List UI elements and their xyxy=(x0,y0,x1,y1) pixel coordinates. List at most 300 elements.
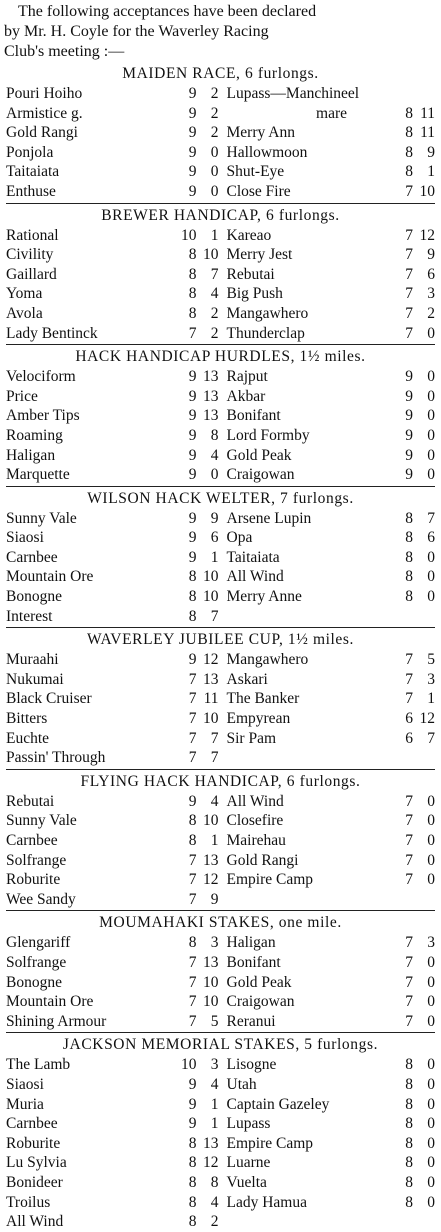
acceptance-row xyxy=(4,992,437,1012)
weight-stone: 7 xyxy=(405,304,413,322)
weight-stone: 8 xyxy=(188,265,197,283)
weight-stone xyxy=(391,890,413,910)
acceptance-row xyxy=(4,567,437,587)
entry-right xyxy=(221,528,438,548)
acceptance-row xyxy=(4,689,437,709)
weight-pounds: 0 xyxy=(427,1056,435,1074)
weight-pounds: 0 xyxy=(427,568,435,586)
weight-stone: 9 xyxy=(188,1095,197,1113)
acceptance-row xyxy=(4,265,437,285)
horse-name: Armistice g. xyxy=(6,104,83,122)
acceptance-row xyxy=(4,729,437,749)
horse-name: Bonogne xyxy=(6,973,62,991)
weight-pounds: 12 xyxy=(419,710,435,728)
horse-name: Sunny Vale xyxy=(6,812,77,830)
weight-stone: 9 xyxy=(188,1075,197,1093)
horse-name: Merry Ann xyxy=(226,124,295,142)
weight-stone: 9 xyxy=(188,446,197,464)
entry-left xyxy=(4,1193,221,1213)
acceptance-row xyxy=(4,182,437,202)
weight-pounds: 0 xyxy=(427,1193,435,1211)
entry-right xyxy=(221,226,438,246)
entry-left xyxy=(4,324,221,344)
acceptance-row xyxy=(4,870,437,890)
weight-stone: 9 xyxy=(188,651,197,669)
weight-stone xyxy=(391,84,413,104)
acceptance-row xyxy=(4,104,437,124)
horse-name: Hallowmoon xyxy=(226,143,308,161)
weight-pounds: 3 xyxy=(427,285,435,303)
acceptance-list xyxy=(4,1055,437,1231)
weight-stone: 8 xyxy=(405,1095,413,1113)
horse-name: Glengariff xyxy=(6,934,71,952)
weight-pounds: 10 xyxy=(419,182,435,200)
entry-left xyxy=(4,245,221,265)
weight-stone: 8 xyxy=(188,1134,197,1152)
weight-pounds: 1 xyxy=(210,1115,219,1133)
weight-pounds: 4 xyxy=(210,285,219,303)
weight-pounds: 11 xyxy=(420,124,435,142)
weight-pounds: 0 xyxy=(210,163,219,181)
acceptance-row xyxy=(4,973,437,993)
horse-name: Lisogne xyxy=(226,1056,277,1074)
weight-pounds: 1 xyxy=(210,548,219,566)
weight-pounds: 0 xyxy=(427,324,435,342)
weight-pounds: 6 xyxy=(427,529,435,547)
weight-stone: 7 xyxy=(405,832,413,849)
horse-name: All Wind xyxy=(226,792,284,810)
weight-stone: 7 xyxy=(405,246,413,264)
horse-name: Bonideer xyxy=(6,1173,63,1191)
weight-stone: 7 xyxy=(188,953,197,971)
weight-pounds: 13 xyxy=(203,387,219,405)
horse-name: Merry Anne xyxy=(226,588,302,606)
weight-stone: 8 xyxy=(405,124,413,142)
race-section xyxy=(4,630,437,770)
weight-stone: 9 xyxy=(188,124,197,142)
race-title: WAVERLEY JUBILEE CUP, 1½ miles. xyxy=(86,631,355,649)
weight-pounds xyxy=(413,748,437,768)
entry-right xyxy=(221,650,438,670)
acceptance-list xyxy=(4,933,437,1031)
horse-name: Lupass—Manchineel xyxy=(226,85,360,102)
horse-name: Haligan xyxy=(6,446,56,464)
entry-left xyxy=(4,1173,221,1193)
weight-stone: 9 xyxy=(405,426,413,444)
weight-pounds xyxy=(413,84,437,104)
horse-name: Lady Bentinck xyxy=(6,324,98,342)
horse-name: Sir Pam xyxy=(226,729,277,747)
horse-name: Gold Peak xyxy=(226,973,292,991)
horse-name: Rational xyxy=(6,226,59,244)
horse-name: Interest xyxy=(6,607,53,625)
horse-name: Thunderclap xyxy=(226,324,305,342)
weight-pounds: 7 xyxy=(210,729,219,747)
horse-name: Rebutai xyxy=(226,265,275,283)
weight-stone: 8 xyxy=(188,1193,197,1211)
acceptance-row xyxy=(4,528,437,548)
section-divider xyxy=(6,769,435,770)
weight-pounds: 0 xyxy=(210,143,219,161)
weight-pounds: 13 xyxy=(203,953,219,971)
entry-right xyxy=(221,406,438,426)
entry-left xyxy=(4,607,221,627)
weight-pounds: 0 xyxy=(427,1095,435,1113)
horse-name: Mountain Ore xyxy=(6,993,94,1011)
horse-name xyxy=(225,607,392,627)
weight-pounds: 0 xyxy=(427,1173,435,1191)
race-title: BREWER HANDICAP, 6 furlongs. xyxy=(101,206,340,224)
weight-pounds: 0 xyxy=(427,548,435,566)
race-title: FLYING HACK HANDICAP, 6 furlongs. xyxy=(80,772,361,790)
weight-pounds: 1 xyxy=(427,690,435,708)
entry-right xyxy=(221,84,438,104)
weight-pounds: 12 xyxy=(203,651,219,669)
horse-name: Lu Sylvia xyxy=(6,1154,67,1172)
horse-name: Nukumai xyxy=(6,670,64,688)
weight-stone: 7 xyxy=(188,1012,197,1030)
weight-pounds: 7 xyxy=(210,749,219,767)
weight-stone: 10 xyxy=(181,226,197,244)
horse-name: Utah xyxy=(226,1075,257,1093)
entry-left xyxy=(4,748,221,768)
acceptance-row xyxy=(4,465,437,485)
horse-name: Rebutai xyxy=(6,792,55,810)
entry-right xyxy=(221,1212,438,1232)
entry-right xyxy=(221,367,438,387)
entry-left xyxy=(4,870,221,890)
entry-right xyxy=(221,265,438,285)
entry-right xyxy=(221,548,438,568)
horse-name: Muria xyxy=(6,1095,44,1113)
horse-name: Solfrange xyxy=(6,953,67,971)
acceptance-row xyxy=(4,890,437,910)
intro-paragraph xyxy=(4,2,437,62)
entry-left xyxy=(4,1095,221,1115)
weight-pounds: 0 xyxy=(427,973,435,991)
weight-stone: 6 xyxy=(405,710,413,728)
weight-pounds: 9 xyxy=(427,143,435,161)
weight-pounds: 0 xyxy=(427,426,435,444)
entry-left xyxy=(4,973,221,993)
weight-stone: 7 xyxy=(188,851,197,869)
acceptance-row xyxy=(4,324,437,344)
acceptance-row xyxy=(4,1095,437,1115)
weight-stone: 8 xyxy=(188,1213,197,1231)
horse-name: Vuelta xyxy=(226,1173,267,1191)
horse-name xyxy=(225,104,287,124)
weight-pounds: 4 xyxy=(210,1075,219,1093)
weight-stone: 9 xyxy=(188,509,197,527)
acceptance-row xyxy=(4,226,437,246)
weight-stone: 8 xyxy=(405,143,413,161)
acceptance-row xyxy=(4,1173,437,1193)
weight-stone: 9 xyxy=(405,446,413,464)
acceptance-row xyxy=(4,1012,437,1032)
entry-left xyxy=(4,528,221,548)
weight-stone: 9 xyxy=(188,548,197,566)
acceptance-row xyxy=(4,1193,437,1213)
weight-stone: 8 xyxy=(188,285,197,303)
entry-left xyxy=(4,992,221,1012)
weight-pounds: 0 xyxy=(427,446,435,464)
horse-name: Taitaiata xyxy=(226,548,280,566)
weight-stone: 9 xyxy=(188,466,197,484)
weight-stone: 7 xyxy=(405,182,413,200)
weight-pounds xyxy=(413,890,437,910)
weight-stone: 7 xyxy=(188,993,197,1011)
horse-name xyxy=(225,890,392,910)
entry-left xyxy=(4,426,221,446)
horse-name: Bonogne xyxy=(6,588,62,606)
entry-right xyxy=(221,123,438,143)
weight-stone: 9 xyxy=(188,368,197,386)
horse-name: Ponjola xyxy=(6,143,54,161)
entry-right xyxy=(221,162,438,182)
horse-name: Arsene Lupin xyxy=(226,509,312,527)
weight-stone: 8 xyxy=(405,568,413,586)
horse-name: Empire Camp xyxy=(226,871,314,889)
weight-stone: 8 xyxy=(405,1193,413,1211)
weight-stone: 7 xyxy=(188,670,197,688)
weight-stone: 9 xyxy=(405,407,413,425)
section-divider xyxy=(6,203,435,204)
race-section xyxy=(4,772,437,912)
entry-right xyxy=(221,811,438,831)
acceptance-row xyxy=(4,1114,437,1134)
weight-stone: 9 xyxy=(188,163,197,181)
entry-right xyxy=(221,104,438,124)
weight-stone: 6 xyxy=(405,729,413,747)
entry-left xyxy=(4,729,221,749)
acceptance-row xyxy=(4,1212,437,1232)
horse-name: Siaosi xyxy=(6,529,44,547)
weight-pounds: 0 xyxy=(427,832,435,849)
horse-name: Black Cruiser xyxy=(6,690,92,708)
horse-name: Muraahi xyxy=(6,651,59,669)
weight-stone: 9 xyxy=(405,387,413,405)
acceptance-row xyxy=(4,387,437,407)
weight-pounds: 0 xyxy=(427,407,435,425)
weight-pounds: 3 xyxy=(210,934,219,952)
section-divider xyxy=(6,910,435,911)
weight-stone: 7 xyxy=(405,812,413,830)
entry-right xyxy=(221,607,438,627)
entry-left xyxy=(4,265,221,285)
weight-stone: 8 xyxy=(405,1115,413,1133)
weight-stone: 7 xyxy=(405,651,413,669)
weight-pounds: 4 xyxy=(210,1193,219,1211)
weight-pounds: 10 xyxy=(203,973,219,991)
weight-pounds: 6 xyxy=(210,529,219,547)
weight-pounds: 13 xyxy=(203,1134,219,1152)
weight-stone: 8 xyxy=(405,1056,413,1074)
weight-pounds: 1 xyxy=(210,832,219,849)
entry-left xyxy=(4,406,221,426)
weight-stone: 9 xyxy=(188,85,197,102)
weight-pounds: 0 xyxy=(427,812,435,830)
acceptance-row xyxy=(4,1153,437,1173)
horse-name: Pouri Hoiho xyxy=(6,85,83,102)
horse-name: Kareao xyxy=(226,226,272,244)
acceptance-row xyxy=(4,831,437,851)
weight-pounds: 0 xyxy=(427,993,435,1011)
entry-right xyxy=(221,1153,438,1173)
weight-stone: 9 xyxy=(188,143,197,161)
weight-pounds: 0 xyxy=(210,466,219,484)
horse-name: Bonifant xyxy=(226,407,281,425)
race-title: HACK HANDICAP HURDLES, 1½ miles. xyxy=(75,348,366,366)
weight-stone: 8 xyxy=(405,1075,413,1093)
section-divider xyxy=(6,1032,435,1033)
weight-stone: 7 xyxy=(188,973,197,991)
weight-stone: 8 xyxy=(188,304,197,322)
entry-right xyxy=(221,1095,438,1115)
horse-name: Carnbee xyxy=(6,548,58,566)
horse-name: Velociform xyxy=(6,368,76,386)
acceptance-list xyxy=(4,509,437,627)
weight-pounds: 4 xyxy=(210,792,219,810)
entry-right xyxy=(221,324,438,344)
weight-pounds: 7 xyxy=(210,265,219,283)
entry-right xyxy=(221,709,438,729)
weight-stone: 9 xyxy=(188,1115,197,1133)
weight-stone: 7 xyxy=(405,1012,413,1030)
acceptance-row xyxy=(4,143,437,163)
horse-name: All Wind xyxy=(6,1213,64,1231)
entry-right xyxy=(221,304,438,324)
horse-name: Carnbee xyxy=(6,1115,58,1133)
weight-pounds: 13 xyxy=(203,670,219,688)
weight-stone: 8 xyxy=(188,246,197,264)
entry-right xyxy=(221,933,438,953)
weight-pounds: 10 xyxy=(203,588,219,606)
weight-pounds: 11 xyxy=(420,104,435,122)
entry-left xyxy=(4,143,221,163)
horse-name: Rajput xyxy=(226,368,268,386)
horse-name: Roburite xyxy=(6,1134,61,1152)
acceptance-row xyxy=(4,123,437,143)
weight-stone: 9 xyxy=(188,407,197,425)
entry-left xyxy=(4,851,221,871)
weight-pounds: 7 xyxy=(210,607,219,625)
entry-left xyxy=(4,953,221,973)
acceptance-row xyxy=(4,548,437,568)
weight-stone: 7 xyxy=(405,670,413,688)
weight-pounds: 0 xyxy=(427,792,435,810)
weight-stone: 7 xyxy=(405,851,413,869)
horse-name: Gold Rangi xyxy=(226,851,299,869)
weight-pounds: 10 xyxy=(203,568,219,586)
acceptance-row xyxy=(4,709,437,729)
weight-stone: 10 xyxy=(181,1056,197,1074)
section-divider xyxy=(6,344,435,345)
weight-stone: 8 xyxy=(405,1134,413,1152)
acceptance-row xyxy=(4,1134,437,1154)
horse-name: All Wind xyxy=(226,568,284,586)
entry-right xyxy=(221,387,438,407)
entry-left xyxy=(4,367,221,387)
weight-stone: 8 xyxy=(188,812,197,830)
weight-pounds xyxy=(413,1212,437,1232)
section-divider xyxy=(6,486,435,487)
weight-pounds: 10 xyxy=(203,812,219,830)
weight-pounds: 12 xyxy=(419,226,435,244)
weight-stone: 7 xyxy=(188,749,197,767)
horse-name: Empyrean xyxy=(226,710,291,728)
entry-left xyxy=(4,84,221,104)
weight-pounds: 2 xyxy=(210,1213,219,1231)
horse-name: Reranui xyxy=(226,1012,276,1030)
weight-pounds: 2 xyxy=(210,85,219,102)
weight-pounds: 1 xyxy=(210,1095,219,1113)
entry-left xyxy=(4,811,221,831)
weight-stone: 9 xyxy=(188,792,197,810)
weight-stone: 7 xyxy=(405,934,413,952)
race-section xyxy=(4,489,437,629)
race-title: JACKSON MEMORIAL STAKES, 5 furlongs. xyxy=(62,1036,379,1054)
entry-right xyxy=(221,509,438,529)
entry-left xyxy=(4,792,221,812)
weight-pounds: 11 xyxy=(203,690,219,708)
weight-stone xyxy=(391,607,413,627)
horse-name: Siaosi xyxy=(6,1075,44,1093)
entry-right xyxy=(221,689,438,709)
horse-name: Lupass xyxy=(226,1115,271,1133)
weight-pounds: 0 xyxy=(427,387,435,405)
entry-left xyxy=(4,1134,221,1154)
horse-name: Enthuse xyxy=(6,182,56,200)
horse-name: Akbar xyxy=(226,387,266,405)
horse-name: Gaillard xyxy=(6,265,57,283)
weight-stone: 8 xyxy=(405,1173,413,1191)
weight-pounds xyxy=(413,607,437,627)
weight-pounds: 5 xyxy=(427,651,435,669)
horse-name: Euchte xyxy=(6,729,50,747)
entry-left xyxy=(4,1212,221,1232)
weight-stone: 8 xyxy=(188,568,197,586)
acceptance-row xyxy=(4,1055,437,1075)
horse-name: Craigowan xyxy=(226,993,295,1011)
horse-name: Passin' Through xyxy=(6,749,106,767)
entry-left xyxy=(4,689,221,709)
weight-pounds: 5 xyxy=(210,1012,219,1030)
acceptance-row xyxy=(4,245,437,265)
entry-left xyxy=(4,465,221,485)
weight-stone: 7 xyxy=(188,690,197,708)
horse-name: Price xyxy=(6,387,38,405)
acceptance-list xyxy=(4,226,437,344)
weight-pounds: 7 xyxy=(427,509,435,527)
acceptance-row xyxy=(4,792,437,812)
entry-right xyxy=(221,567,438,587)
horse-name: The Banker xyxy=(226,690,300,708)
acceptance-row xyxy=(4,953,437,973)
entry-right xyxy=(221,426,438,446)
weight-pounds: 8 xyxy=(210,426,219,444)
weight-pounds: 0 xyxy=(427,1012,435,1030)
entry-left xyxy=(4,831,221,851)
weight-stone: 7 xyxy=(405,792,413,810)
horse-name: Mangawhero xyxy=(226,651,309,669)
race-title: WILSON HACK WELTER, 7 furlongs. xyxy=(87,489,354,507)
weight-pounds: 3 xyxy=(210,1056,219,1074)
entry-left xyxy=(4,509,221,529)
entry-left xyxy=(4,1153,221,1173)
horse-name: Captain Gazeley xyxy=(226,1095,330,1113)
weight-stone: 7 xyxy=(405,871,413,889)
acceptance-row xyxy=(4,406,437,426)
